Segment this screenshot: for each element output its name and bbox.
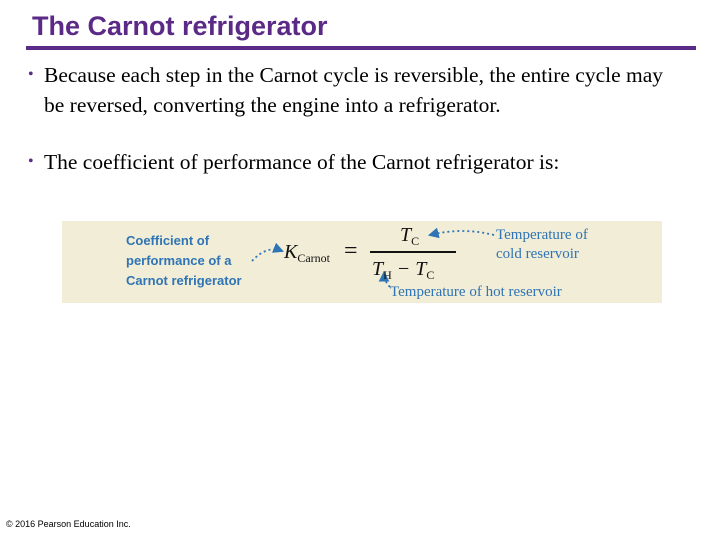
bullet-marker-icon: • <box>28 153 34 170</box>
bullet-marker-icon: • <box>28 66 34 83</box>
fraction-bar <box>370 251 456 253</box>
bullet-list <box>28 60 688 177</box>
cold-note-to-tc-arrow <box>430 231 494 235</box>
figure-label-line: performance of a <box>126 253 232 268</box>
minus-sign: − <box>396 258 411 280</box>
cold-note-line: Temperature of <box>496 227 588 243</box>
k-symbol: K <box>284 241 298 263</box>
bullet-text: Because each step in the Carnot cycle is reversible, the entire cycle may be reversed, converting the engine into a refrigerator. <box>44 63 664 117</box>
tc-symbol-denominator: T <box>415 258 427 280</box>
k-subscript: Carnot <box>297 251 331 265</box>
cold-reservoir-note <box>496 226 588 264</box>
th-subscript: H <box>383 268 392 282</box>
hot-reservoir-note: Temperature of hot reservoir <box>390 284 562 300</box>
copyright-footer: © 2016 Pearson Education Inc. <box>6 519 131 529</box>
cop-symbol <box>284 242 330 268</box>
figure-label-line: Carnot refrigerator <box>126 273 242 288</box>
cop-equation-figure <box>62 221 662 303</box>
title-underline <box>26 46 696 50</box>
tc-subscript-denominator: C <box>426 268 435 282</box>
cold-note-line: cold reservoir <box>496 246 579 262</box>
figure-label-line: Coefficient of <box>126 233 210 248</box>
bullet-coefficient <box>28 147 688 177</box>
slide-title: The Carnot refrigerator <box>32 11 328 41</box>
th-symbol: T <box>372 258 384 280</box>
tc-subscript: C <box>411 234 420 248</box>
denominator <box>372 259 434 285</box>
tc-symbol: T <box>400 224 412 246</box>
numerator <box>400 225 419 251</box>
bullet-text: The coefficient of performance of the Carnot refrigerator is: <box>44 150 560 174</box>
bullet-reversible-cycle <box>28 60 688 120</box>
label-to-k-arrow <box>252 249 282 261</box>
equals-sign: = <box>344 238 358 264</box>
